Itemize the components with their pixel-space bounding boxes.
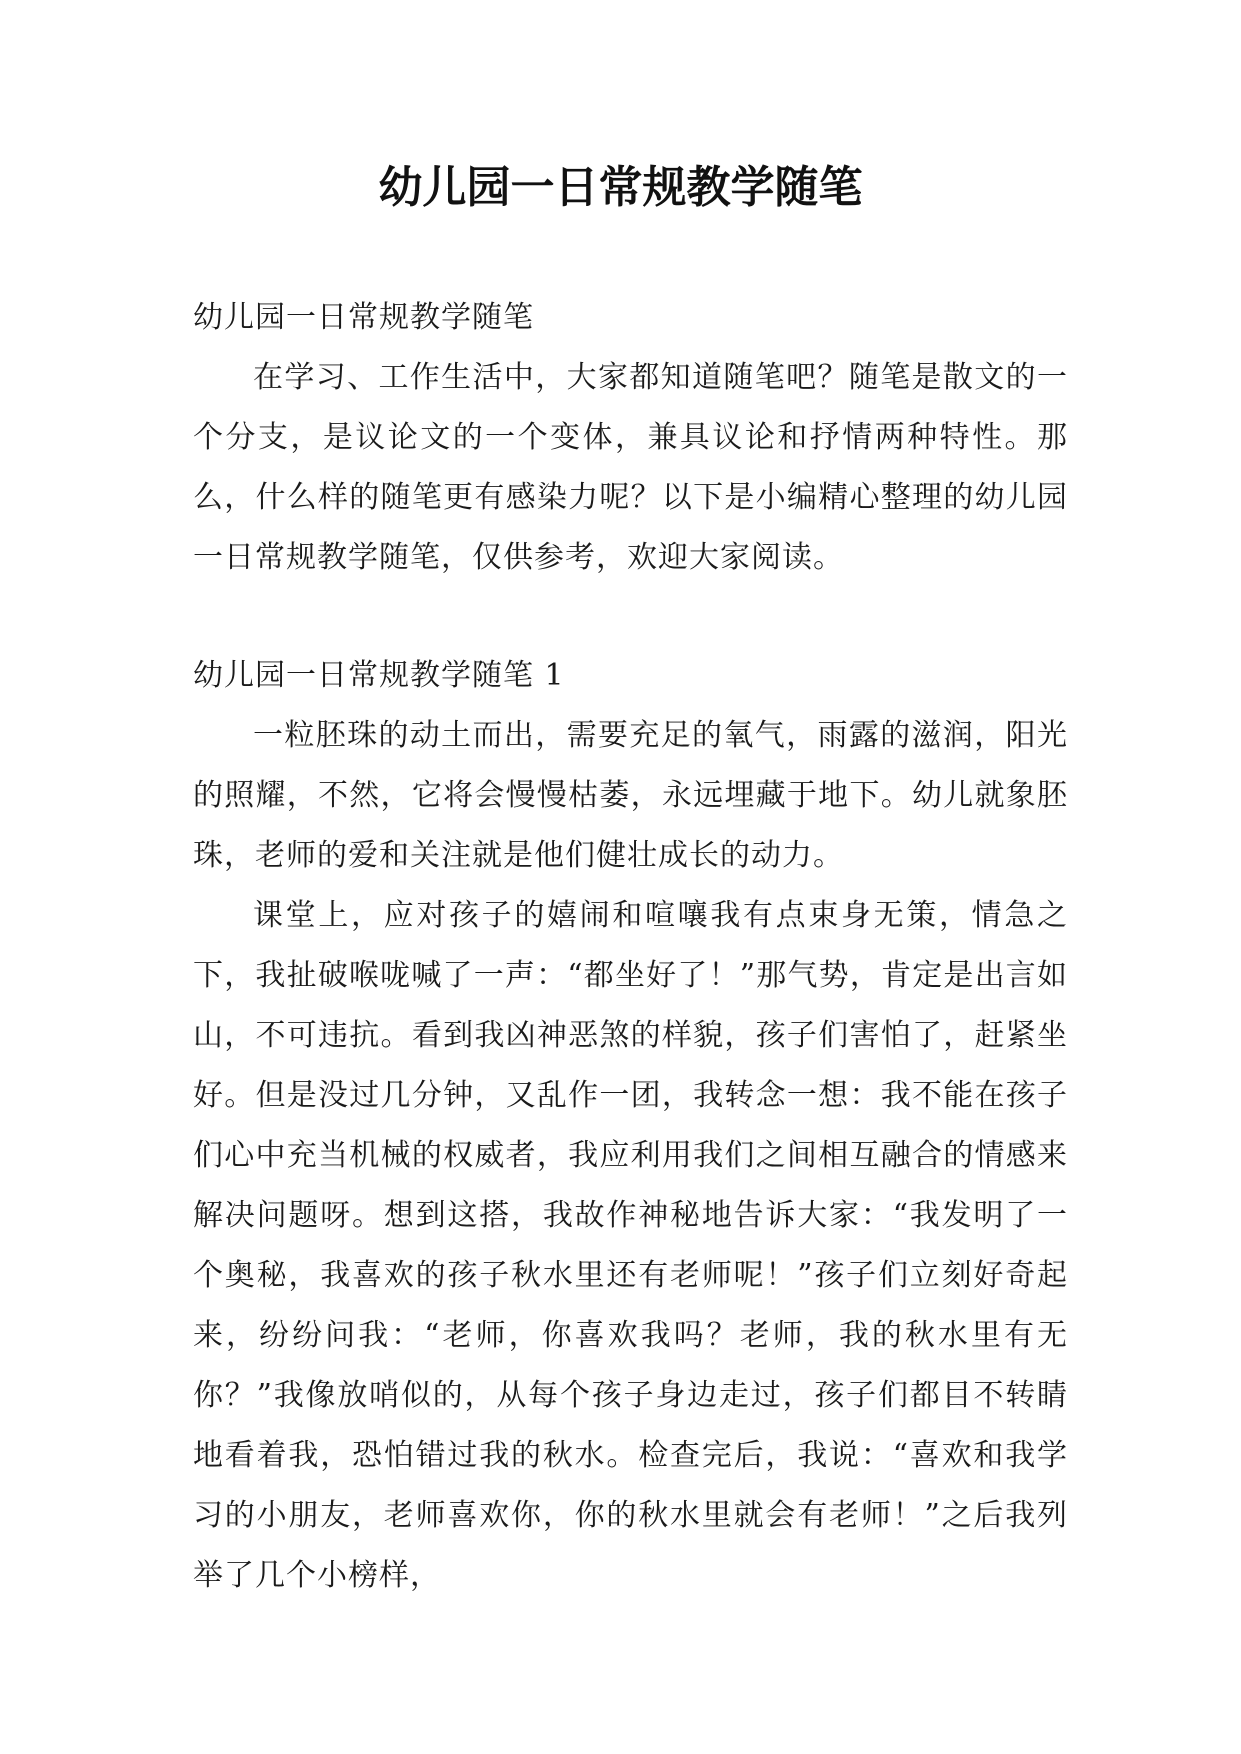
body-paragraph: 一粒胚珠的动土而出，需要充足的氧气，雨露的滋润，阳光的照耀，不然，它将会慢慢枯萎，永远埋藏于地下。幼儿就象胚珠，老师的爱和关注就是他们健壮成长的动力。 bbox=[193, 718, 1068, 873]
document-body bbox=[193, 288, 1068, 1606]
section-heading: 幼儿园一日常规教学随笔 bbox=[193, 300, 534, 335]
intro-paragraph: 在学习、工作生活中，大家都知道随笔吧？随笔是散文的一个分支，是议论文的一个变体，兼具议论和抒情两种特性。那么，什么样的随笔更有感染力呢？以下是小编精心整理的幼儿园一日常规教学随笔，仅供参考，欢迎大家阅读。 bbox=[193, 360, 1068, 575]
body-paragraph: 课堂上，应对孩子的嬉闹和喧嚷我有点束身无策，情急之下，我扯破喉咙喊了一声：“都坐好了！”那气势，肯定是出言如山，不可违抗。看到我凶神恶煞的样貌，孩子们害怕了，赶紧坐好。但是没过几分钟，又乱作一团，我转念一想：我不能在孩子们心中充当机械的权威者，我应利用我们之间相互融合的情感来解决问题呀。想到这搭，我故作神秘地告诉大家：“我发明了一个奥秘，我喜欢的孩子秋水里还有老师呢！”孩子们立刻好奇起来，纷纷问我：“老师，你喜欢我吗？老师，我的秋水里有无你？”我像放哨似的，从每个孩子身边走过，孩子们都目不转睛地看着我，恐怕错过我的秋水。检查完后，我说：“喜欢和我学习的小朋友，老师喜欢你，你的秋水里就会有老师！”之后我列举了几个小榜样， bbox=[193, 898, 1068, 1593]
page-title: 幼儿园一日常规教学随笔 bbox=[378, 162, 863, 213]
section-heading: 幼儿园一日常规教学随笔 1 bbox=[193, 658, 565, 693]
